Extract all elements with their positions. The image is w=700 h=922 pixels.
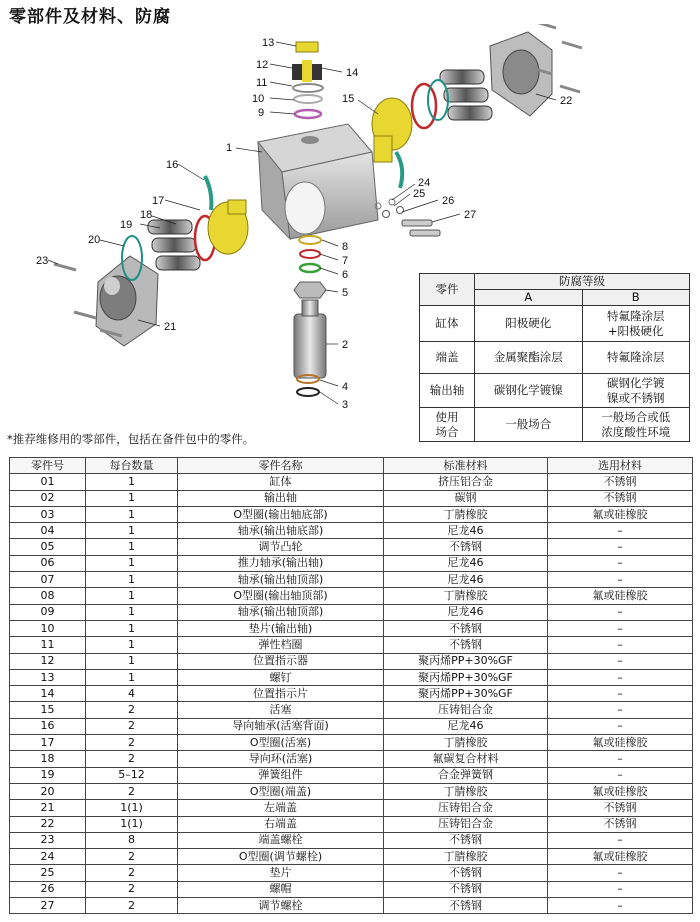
header-opt-material: 选用材料: [548, 458, 693, 474]
cell-qty: 2: [86, 881, 178, 897]
piston-right: [372, 98, 412, 162]
cell-opt-material: –: [548, 539, 693, 555]
cell-qty: 4: [86, 686, 178, 702]
cell-opt-material: 不锈钢: [548, 474, 693, 490]
cell-part-name: 垫片: [178, 865, 384, 881]
cell-opt-material: 不锈钢: [548, 800, 693, 816]
cell-part-no: 18: [10, 751, 86, 767]
cell-part-name: 左端盖: [178, 800, 384, 816]
table-row: [10, 506, 693, 522]
callout-20: 20: [88, 234, 101, 246]
callout-17: 17: [152, 195, 165, 207]
piston-left: [208, 200, 248, 254]
cell-part-name: 位置指示器: [178, 653, 384, 669]
cell-part-no: 21: [10, 800, 86, 816]
cell-opt-material: –: [548, 898, 693, 914]
cell-qty: 2: [86, 849, 178, 865]
cell-part-name: 右端盖: [178, 816, 384, 832]
spare-parts-note: *推荐维修用的零部件，包括在备件包中的零件。: [7, 432, 255, 446]
cell-part-name: 螺钉: [178, 669, 384, 685]
col-part-header: 零件: [420, 274, 475, 306]
callout-1: 1: [226, 142, 233, 154]
callout-26: 26: [442, 195, 455, 207]
cell-part-name: 轴承(输出轴顶部): [178, 604, 384, 620]
table-row: [10, 555, 693, 571]
cell-qty: 1: [86, 604, 178, 620]
cell-opt-material: 不锈钢: [548, 816, 693, 832]
cell-part-name: 调节螺栓: [178, 898, 384, 914]
cell-opt-material: –: [548, 881, 693, 897]
cell-qty: 2: [86, 751, 178, 767]
cell-part-no: 25: [10, 865, 86, 881]
cell-qty: 5–12: [86, 767, 178, 783]
cell-part-no: 22: [10, 816, 86, 832]
callout-15: 15: [342, 93, 355, 105]
cell-opt-material: –: [548, 832, 693, 848]
cell-opt-material: –: [548, 653, 693, 669]
corrosion-grade-table: [419, 273, 690, 442]
cell-part-name: 端盖螺栓: [178, 832, 384, 848]
position-indicator-stack: [292, 42, 323, 118]
cell-part-name: 输出轴: [178, 490, 384, 506]
cell-std-material: 尼龙46: [384, 523, 548, 539]
ct-b-line2: 浓度酸性环境: [601, 424, 671, 439]
table-row: [10, 735, 693, 751]
cell-qty: 1: [86, 588, 178, 604]
table-row: [10, 832, 693, 848]
ct-b-line1: 一般场合或低: [601, 409, 671, 424]
table-row: [10, 718, 693, 734]
cell-qty: 1: [86, 506, 178, 522]
cell-part-no: 24: [10, 849, 86, 865]
cell-std-material: 尼龙46: [384, 718, 548, 734]
table-row: [10, 767, 693, 783]
parts-table-body: [10, 474, 693, 914]
cell-qty: 2: [86, 702, 178, 718]
ct-grade-b: 特氟隆涂层: [582, 342, 690, 374]
cell-std-material: 不锈钢: [384, 898, 548, 914]
cell-qty: 1: [86, 474, 178, 490]
ct-grade-a: 金属聚酯涂层: [475, 342, 583, 374]
cell-part-no: 15: [10, 702, 86, 718]
cell-part-name: 轴承(输出轴底部): [178, 523, 384, 539]
table-row: [10, 523, 693, 539]
cell-part-no: 14: [10, 686, 86, 702]
grade-b-header: B: [582, 290, 690, 306]
cell-std-material: 不锈钢: [384, 832, 548, 848]
table-row: [10, 669, 693, 685]
cell-std-material: 丁腈橡胶: [384, 506, 548, 522]
cell-std-material: 丁腈橡胶: [384, 849, 548, 865]
cell-std-material: 丁腈橡胶: [384, 588, 548, 604]
table-row: [10, 800, 693, 816]
callout-6: 6: [342, 269, 349, 281]
table-row: [10, 898, 693, 914]
page-title: 零部件及材料、防腐: [9, 7, 171, 27]
cell-part-name: 活塞: [178, 702, 384, 718]
cell-part-name: O型圈(输出轴底部): [178, 506, 384, 522]
cell-part-no: 20: [10, 783, 86, 799]
cell-std-material: 不锈钢: [384, 637, 548, 653]
parts-table: [9, 457, 693, 914]
cell-part-no: 19: [10, 767, 86, 783]
guide-bearing-right: [396, 152, 402, 188]
cell-qty: 2: [86, 718, 178, 734]
cell-qty: 1: [86, 555, 178, 571]
table-row: [10, 490, 693, 506]
callout-24: 24: [418, 177, 431, 189]
callout-16: 16: [166, 159, 179, 171]
cell-opt-material: –: [548, 686, 693, 702]
table-row: [10, 881, 693, 897]
cell-std-material: 丁腈橡胶: [384, 783, 548, 799]
callout-8: 8: [342, 241, 349, 253]
callout-19: 19: [120, 219, 133, 231]
ct-grade-b: [582, 306, 690, 342]
callout-12: 12: [256, 59, 269, 71]
ct-grade-b: [582, 374, 690, 408]
cell-opt-material: –: [548, 751, 693, 767]
cell-part-no: 04: [10, 523, 86, 539]
cell-qty: 2: [86, 898, 178, 914]
table-row: [10, 751, 693, 767]
ct-grade-a: 碳钢化学镀镍: [475, 374, 583, 408]
adjustment-parts: [375, 199, 440, 236]
callout-23: 23: [36, 255, 49, 267]
ct-grade-a: 阳极硬化: [475, 306, 583, 342]
guide-bearing-left: [205, 176, 211, 210]
cell-std-material: 不锈钢: [384, 881, 548, 897]
cell-std-material: 聚丙烯PP+30%GF: [384, 686, 548, 702]
cell-part-name: 缸体: [178, 474, 384, 490]
col-grade-header: 防腐等级: [475, 274, 690, 290]
table-row: [10, 620, 693, 636]
cell-opt-material: –: [548, 620, 693, 636]
callout-22: 22: [560, 95, 573, 107]
callout-10: 10: [252, 93, 265, 105]
ct-part: [420, 408, 475, 442]
cell-std-material: 不锈钢: [384, 620, 548, 636]
cell-opt-material: –: [548, 702, 693, 718]
callout-14: 14: [346, 67, 359, 79]
table-row: [10, 604, 693, 620]
cell-opt-material: –: [548, 572, 693, 588]
actuator-body: [258, 124, 378, 239]
cell-part-no: 03: [10, 506, 86, 522]
cell-qty: 1: [86, 669, 178, 685]
cell-opt-material: –: [548, 523, 693, 539]
cell-qty: 2: [86, 735, 178, 751]
table-row: [10, 686, 693, 702]
cell-part-name: 弹簧组件: [178, 767, 384, 783]
table-row: [10, 637, 693, 653]
cell-part-no: 16: [10, 718, 86, 734]
header-std-material: 标准材料: [384, 458, 548, 474]
cell-part-name: 位置指示片: [178, 686, 384, 702]
right-end-cap: [490, 32, 552, 116]
ct-b-line2: +阳极硬化: [607, 323, 664, 338]
cell-part-name: 轴承(输出轴顶部): [178, 572, 384, 588]
cell-part-no: 12: [10, 653, 86, 669]
cell-part-name: 推力轴承(输出轴): [178, 555, 384, 571]
ct-part: 缸体: [420, 306, 475, 342]
cell-std-material: 不锈钢: [384, 539, 548, 555]
ct-part: 输出轴: [420, 374, 475, 408]
cell-std-material: 尼龙46: [384, 572, 548, 588]
cell-opt-material: –: [548, 669, 693, 685]
callout-18: 18: [140, 209, 153, 221]
ct-part: 端盖: [420, 342, 475, 374]
ct-part-line1: 使用: [435, 409, 459, 424]
cell-part-name: O型圈(调节螺栓): [178, 849, 384, 865]
cell-std-material: 尼龙46: [384, 604, 548, 620]
table-row: [10, 783, 693, 799]
cell-opt-material: –: [548, 865, 693, 881]
cell-opt-material: –: [548, 555, 693, 571]
callout-25: 25: [413, 188, 426, 200]
cell-part-name: 导向轴承(活塞背面): [178, 718, 384, 734]
cell-std-material: 氟碳复合材料: [384, 751, 548, 767]
ct-b-line1: 特氟隆涂层: [607, 308, 665, 323]
cell-opt-material: –: [548, 767, 693, 783]
cell-part-name: 垫片(输出轴): [178, 620, 384, 636]
cell-qty: 1: [86, 620, 178, 636]
cell-part-no: 02: [10, 490, 86, 506]
cell-part-no: 08: [10, 588, 86, 604]
cell-qty: 1: [86, 539, 178, 555]
callout-3: 3: [342, 399, 349, 411]
cell-part-name: 调节凸轮: [178, 539, 384, 555]
cell-part-name: O型圈(活塞): [178, 735, 384, 751]
cell-part-no: 17: [10, 735, 86, 751]
cell-qty: 1: [86, 523, 178, 539]
callout-21: 21: [164, 321, 177, 333]
cell-opt-material: 氟或硅橡胶: [548, 588, 693, 604]
cell-opt-material: –: [548, 604, 693, 620]
output-shaft-stack: [294, 236, 326, 396]
ct-part-line2: 场合: [435, 424, 459, 439]
cell-part-no: 13: [10, 669, 86, 685]
table-row: [10, 572, 693, 588]
callout-7: 7: [342, 255, 349, 267]
cell-opt-material: 不锈钢: [548, 490, 693, 506]
callout-13: 13: [262, 37, 275, 49]
cell-qty: 1: [86, 637, 178, 653]
cell-std-material: 挤压铝合金: [384, 474, 548, 490]
ct-b-line1: 碳钢化学镀: [607, 375, 665, 390]
cell-qty: 8: [86, 832, 178, 848]
cell-opt-material: 氟或硅橡胶: [548, 849, 693, 865]
callout-27: 27: [464, 209, 477, 221]
parts-table-header: [10, 458, 693, 474]
header-part-name: 零件名称: [178, 458, 384, 474]
piston-o-ring-right: [412, 84, 436, 128]
cell-part-name: O型圈(端盖): [178, 783, 384, 799]
cell-qty: 1(1): [86, 800, 178, 816]
cell-part-no: 09: [10, 604, 86, 620]
table-row: [10, 849, 693, 865]
table-row: [10, 588, 693, 604]
cell-qty: 1: [86, 490, 178, 506]
cell-std-material: 压铸铝合金: [384, 816, 548, 832]
callout-4: 4: [342, 381, 349, 393]
callout-9: 9: [258, 107, 265, 119]
cell-qty: 1: [86, 653, 178, 669]
cell-std-material: 尼龙46: [384, 555, 548, 571]
cell-part-no: 11: [10, 637, 86, 653]
cell-part-name: 弹性档圈: [178, 637, 384, 653]
header-qty: 每台数量: [86, 458, 178, 474]
cell-std-material: 聚丙烯PP+30%GF: [384, 669, 548, 685]
cell-part-no: 01: [10, 474, 86, 490]
cell-std-material: 碳钢: [384, 490, 548, 506]
table-row: [10, 816, 693, 832]
header-part-no: 零件号: [10, 458, 86, 474]
cell-part-name: O型圈(输出轴顶部): [178, 588, 384, 604]
cell-opt-material: 氟或硅橡胶: [548, 506, 693, 522]
cell-part-no: 05: [10, 539, 86, 555]
table-row: [10, 702, 693, 718]
cell-part-no: 27: [10, 898, 86, 914]
cell-std-material: 压铸铝合金: [384, 800, 548, 816]
cell-qty: 1: [86, 572, 178, 588]
cell-part-no: 26: [10, 881, 86, 897]
table-row: [10, 653, 693, 669]
callout-11: 11: [256, 77, 268, 89]
ct-b-line2: 镍或不锈钢: [607, 390, 665, 405]
cell-part-no: 23: [10, 832, 86, 848]
ct-grade-b: [582, 408, 690, 442]
grade-a-header: A: [475, 290, 583, 306]
cell-std-material: 丁腈橡胶: [384, 735, 548, 751]
cell-std-material: 合金弹簧钢: [384, 767, 548, 783]
cell-std-material: 聚丙烯PP+30%GF: [384, 653, 548, 669]
cell-qty: 2: [86, 783, 178, 799]
cell-part-name: 螺帽: [178, 881, 384, 897]
cell-opt-material: –: [548, 637, 693, 653]
table-row: [10, 474, 693, 490]
cell-part-no: 10: [10, 620, 86, 636]
cell-opt-material: 氟或硅橡胶: [548, 735, 693, 751]
cell-part-no: 07: [10, 572, 86, 588]
ct-grade-a: 一般场合: [475, 408, 583, 442]
cell-std-material: 不锈钢: [384, 865, 548, 881]
table-row: [10, 865, 693, 881]
callout-5: 5: [342, 287, 349, 299]
cell-opt-material: 氟或硅橡胶: [548, 783, 693, 799]
cell-part-name: 导向环(活塞): [178, 751, 384, 767]
table-row: [10, 539, 693, 555]
cell-part-no: 06: [10, 555, 86, 571]
cell-qty: 2: [86, 865, 178, 881]
cell-opt-material: –: [548, 718, 693, 734]
cell-std-material: 压铸铝合金: [384, 702, 548, 718]
callout-2: 2: [342, 339, 349, 351]
cell-qty: 1(1): [86, 816, 178, 832]
